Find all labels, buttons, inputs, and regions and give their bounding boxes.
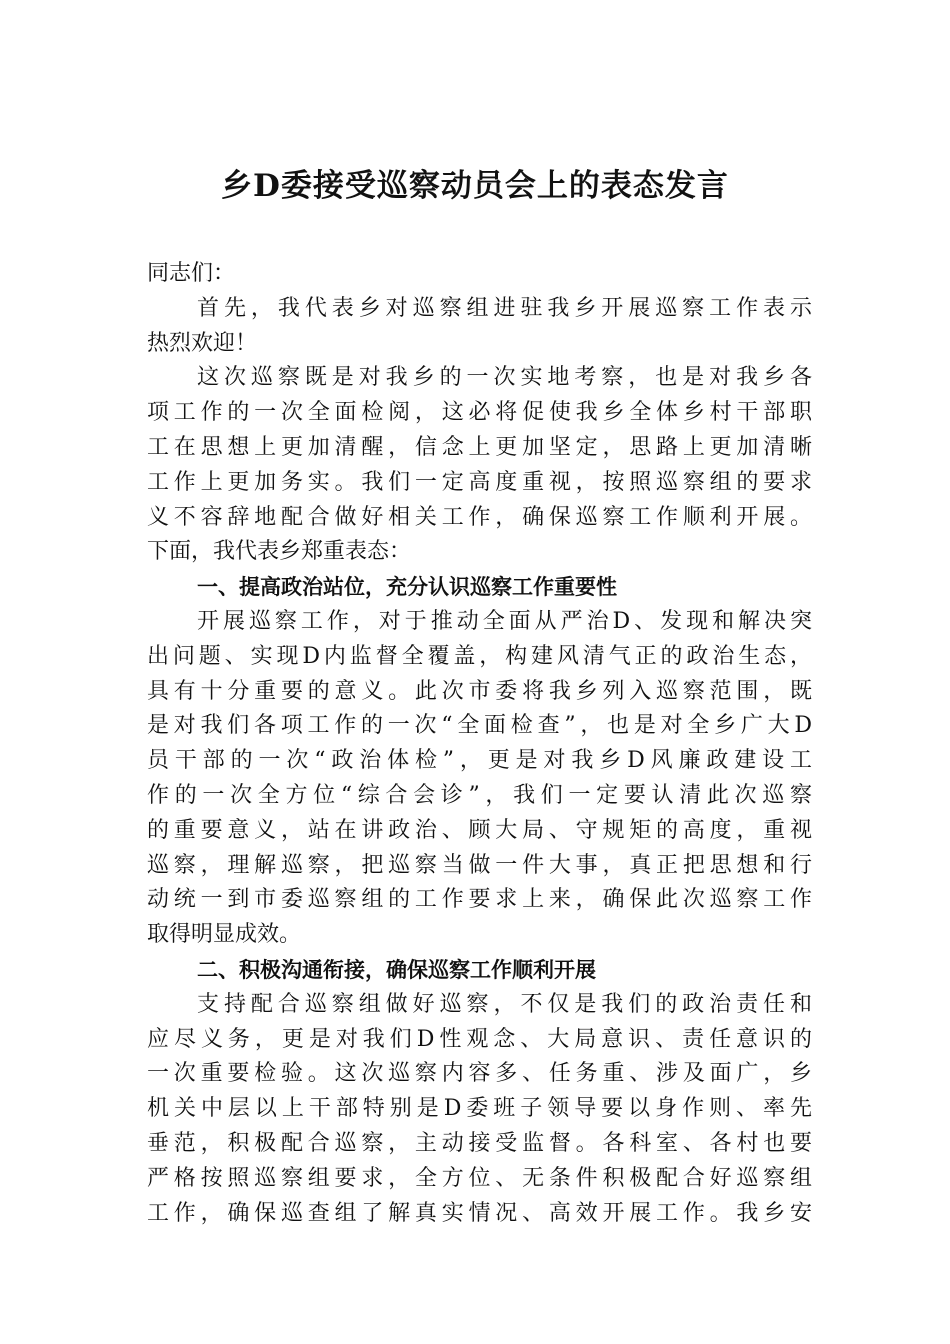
- body-line: 取得明显成效。: [147, 922, 302, 948]
- body-line: 出问题、实现D内监督全覆盖，构建风清气正的政治生态，: [147, 643, 812, 669]
- document-title: 乡D委接受巡察动员会上的表态发言: [221, 168, 729, 204]
- section-heading: 二、积极沟通衔接，确保巡察工作顺利开展: [197, 957, 596, 982]
- body-line: 热烈欢迎！: [147, 330, 258, 356]
- body-line: 作的一次全方位“综合会诊”，我们一定要认清此次巡察: [147, 782, 812, 808]
- body-line: 工作，确保巡查组了解真实情况、高效开展工作。我乡安: [147, 1200, 812, 1226]
- body-line: 一次重要检验。这次巡察内容多、任务重、涉及面广，乡: [147, 1061, 812, 1087]
- body-line: 垂范，积极配合巡察，主动接受监督。各科室、各村也要: [147, 1130, 812, 1156]
- document-body: [147, 257, 812, 1231]
- body-line: 这次巡察既是对我乡的一次实地考察，也是对我乡各: [197, 365, 812, 391]
- body-line: 巡察，理解巡察，把巡察当做一件大事，真正把思想和行: [147, 852, 812, 878]
- body-line: 具有十分重要的意义。此次市委将我乡列入巡察范围，既: [147, 678, 812, 704]
- body-line: 同志们：: [147, 261, 236, 286]
- body-line: 应尽义务，更是对我们D性观念、大局意识、责任意识的: [147, 1026, 812, 1052]
- body-line: 的重要意义，站在讲政治、顾大局、守规矩的高度，重视: [147, 817, 812, 843]
- body-line: 工在思想上更加清醒，信念上更加坚定，思路上更加清晰: [147, 434, 812, 460]
- section-heading: 一、提高政治站位，充分认识巡察工作重要性: [197, 575, 617, 600]
- body-line: 下面，我代表乡郑重表态：: [147, 539, 412, 565]
- body-line: 义不容辞地配合做好相关工作，确保巡察工作顺利开展。: [147, 504, 812, 530]
- body-line: 员干部的一次“政治体检”，更是对我乡D风廉政建设工: [147, 748, 812, 774]
- body-line: 是对我们各项工作的一次“全面检查”，也是对全乡广大D: [147, 713, 812, 739]
- body-line: 开展巡察工作，对于推动全面从严治D、发现和解决突: [197, 608, 812, 634]
- body-line: 动统一到市委巡察组的工作要求上来，确保此次巡察工作: [147, 887, 812, 913]
- body-line: 首先，我代表乡对巡察组进驻我乡开展巡察工作表示: [197, 295, 812, 321]
- body-line: 严格按照巡察组要求，全方位、无条件积极配合好巡察组: [147, 1165, 812, 1191]
- body-line: 支持配合巡察组做好巡察，不仅是我们的政治责任和: [197, 991, 812, 1017]
- body-line: 工作上更加务实。我们一定高度重视，按照巡察组的要求: [147, 469, 812, 495]
- body-line: 项工作的一次全面检阅，这必将促使我乡全体乡村干部职: [147, 400, 812, 426]
- body-line: 机关中层以上干部特别是D委班子领导要以身作则、率先: [147, 1096, 812, 1122]
